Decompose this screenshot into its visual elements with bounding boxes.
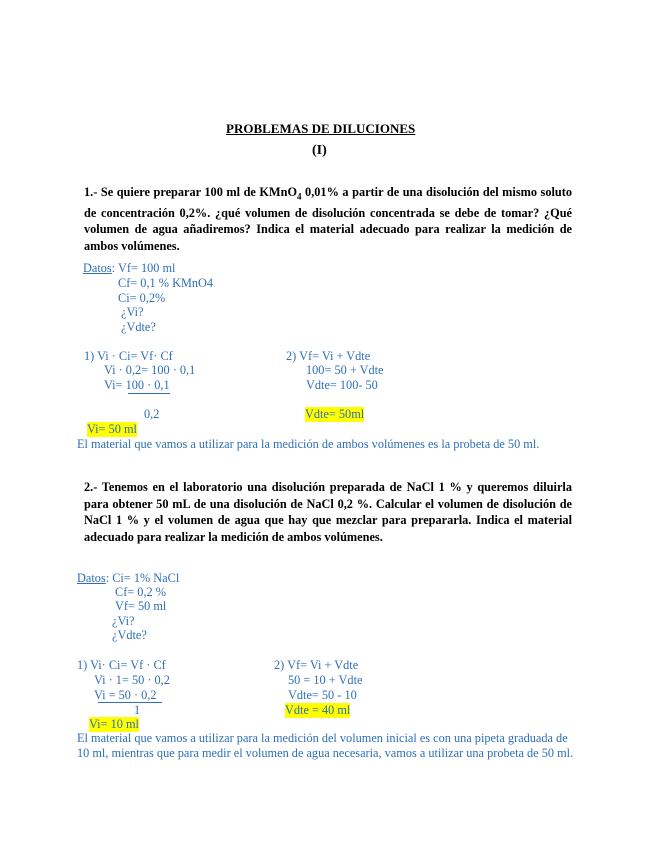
- p1-answer-vi: Vi= 50 ml: [87, 422, 137, 436]
- p2-step2-sub: 50 = 10 + Vdte: [288, 673, 363, 687]
- p2-step1-eq: 1) Vi· Ci= Vf · Cf: [77, 658, 166, 672]
- p1-datos-line: Datos: Vf= 100 ml: [83, 261, 176, 275]
- p2-datos-vi: ¿Vi?: [112, 614, 135, 628]
- p2-step2-eq: 2) Vf= Vi + Vdte: [274, 658, 359, 672]
- p2-step2-calc: Vdte= 50 - 10: [288, 688, 357, 702]
- p1-step2-eq: 2) Vf= Vi + Vdte: [286, 349, 371, 363]
- page-title: PROBLEMAS DE DILUCIONES: [226, 121, 416, 136]
- p1-datos-label: Datos: [83, 261, 112, 275]
- p2-datos-vdte: ¿Vdte?: [112, 628, 147, 642]
- p1-step1-eq: 1) Vi · Ci= Vf· Cf: [84, 349, 173, 363]
- p1-answer-vdte: Vdte= 50ml: [305, 407, 365, 421]
- p1-step1-sub: Vi · 0,2= 100 · 0,1: [104, 363, 196, 377]
- p1-step1-den: 0,2: [144, 407, 160, 421]
- p2-fraction-bar: [98, 702, 162, 703]
- p2-answer-vi: Vi= 10 ml: [89, 717, 139, 731]
- p2-step1-sub: Vi · 1= 50 · 0,2: [94, 673, 170, 687]
- p1-fraction-bar: [128, 393, 170, 394]
- p1-datos-vdte: ¿Vdte?: [121, 320, 156, 334]
- p2-datos-vf: Vf= 50 ml: [115, 599, 167, 613]
- problem-2-statement: 2.- Tenemos en el laboratorio una disolución preparada de NaCl 1 % y queremos diluirla para obtener 50 mL de una disolución de NaCl 0,2 %. Calcular el volumen de disolución de NaCl 1 % y el volumen de agua que hay que mezclar para prepararla. Indica el material adecuado para realizar la medición de ambos volúmenes.: [84, 480, 572, 544]
- p1-conclusion: El material que vamos a utilizar para la medición de ambos volúmenes es la probeta de 50 ml.: [77, 437, 540, 451]
- p1-datos-cf: Cf= 0,1 % KMnO4: [118, 276, 214, 290]
- p1-step1-num: Vi= 100 · 0,1: [104, 378, 170, 392]
- p1-datos-ci: Ci= 0,2%: [118, 291, 166, 305]
- p1-step2-calc: Vdte= 100- 50: [306, 378, 378, 392]
- problem-1-statement: 1.- Se quiere preparar 100 ml de KMnO$_4$ 0,01% a partir de una disolución del mismo soluto de concentración 0,2%. ¿qué volumen de disolución concentrada se debe de tomar? ¿Qué volumen de agua añadiremos? Indica el material adecuado para realizar la medición de ambos volúmenes.: [84, 185, 572, 253]
- p2-answer-vdte: Vdte = 40 ml: [285, 703, 351, 717]
- p2-step1-den: 1: [134, 703, 141, 717]
- p1-datos-vi: ¿Vi?: [121, 305, 144, 319]
- page-subtitle: (I): [312, 143, 327, 158]
- p2-conclusion-line-2: 10 ml, mientras que para medir el volumen de agua necesaria, vamos a utilizar una probeta de 50 ml.: [77, 746, 574, 760]
- p2-datos-line: Datos: Ci= 1% NaCl: [77, 571, 180, 585]
- p2-datos-label: Datos: [77, 571, 106, 585]
- p2-datos-cf: Cf= 0,2 %: [115, 585, 166, 599]
- p2-conclusion-line-1: El material que vamos a utilizar para la medición del volumen inicial es con una pipeta graduada de: [77, 731, 568, 745]
- p2-step1-num: Vi = 50 · 0,2: [94, 688, 157, 702]
- p1-step2-sub: 100= 50 + Vdte: [306, 363, 384, 377]
